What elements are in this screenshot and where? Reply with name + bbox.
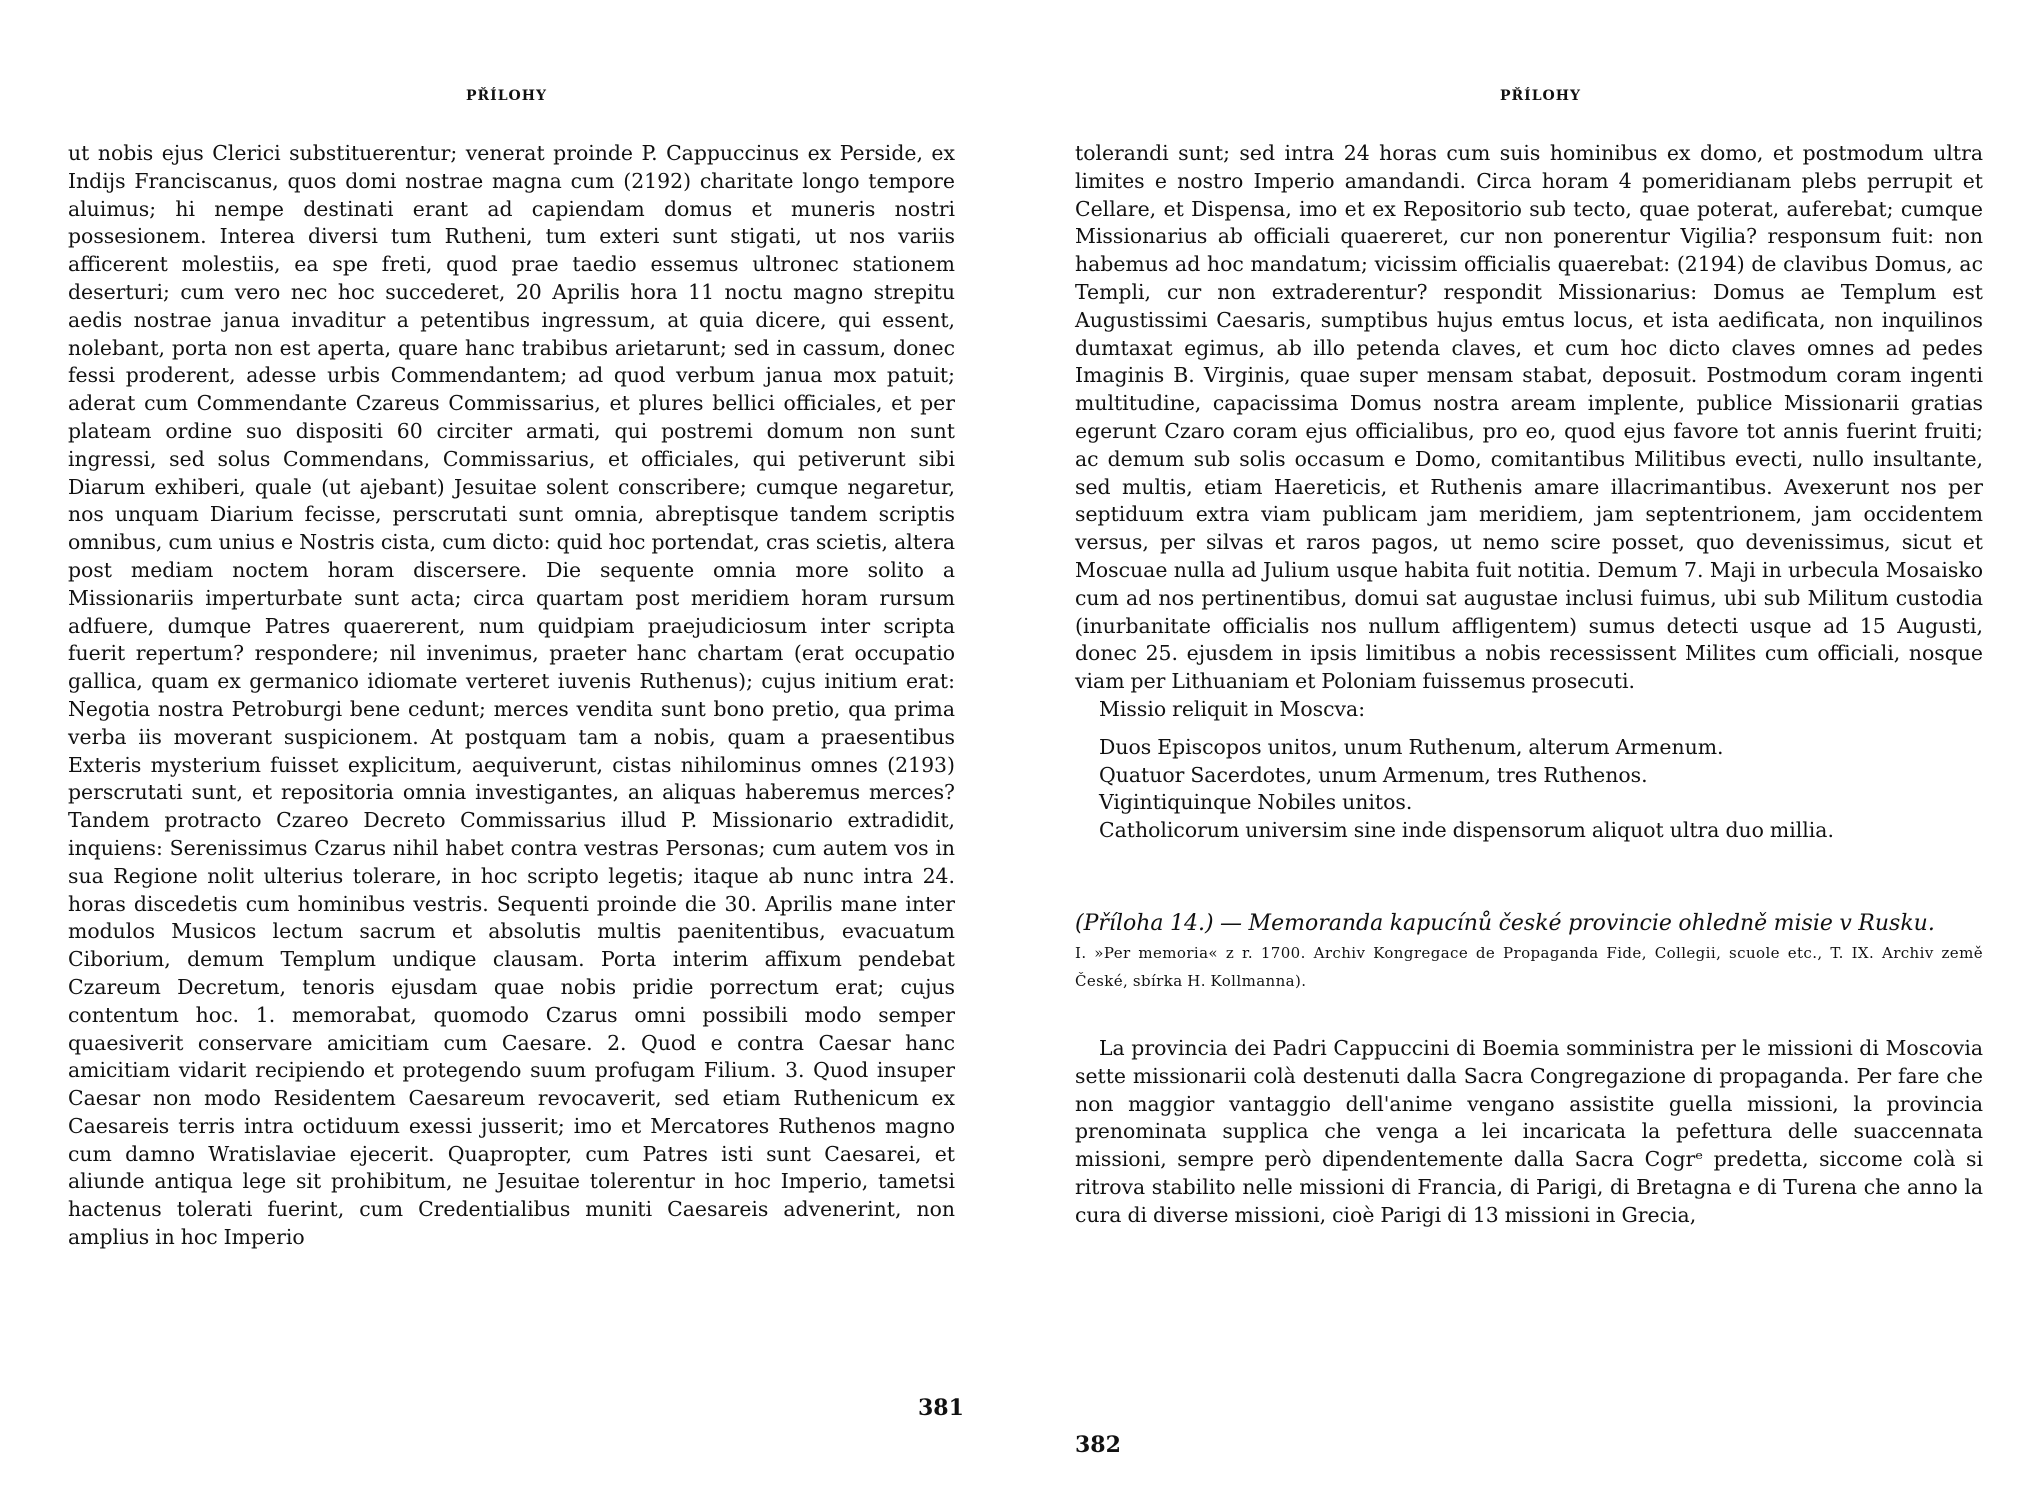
left-body-text	[68, 140, 955, 1252]
appendix-block	[1075, 909, 1983, 995]
italian-paragraph: La provincia dei Padri Cappuccini di Boemia somministra per le missioni di Moscovia sette missionarii colà destenuti dalla Sacra Congregazione di propaganda. Per fare che non maggior vantaggio dell'anime vengano assistite guella missioni, la provincia prenominata supplica che venga a lei incaricata la pefettura delle suaccennata missioni, sempre però dipendentemente dalla Sacra Cogrᵉ predetta, siccome colà si ritrova stabilito nelle missioni di Francia, di Parigi, di Bretagna e di Turena che anno la cura di diverse missioni, cioè Parigi di 13 missioni in Grecia,	[1075, 1035, 1983, 1227]
appendix-source: I. »Per memoria« z r. 1700. Archiv Kongregace de Propaganda Fide, Collegii, scuole etc., T. IX. Archiv země České, sbírka H. Kollmanna).	[1075, 943, 1983, 990]
latin-paragraph: ut nobis ejus Clerici substituerentur; venerat proinde P. Cappuccinus ex Perside, ex Indijs Franciscanus, quos domi nostrae magna cum (2192) charitate longo tempore aluimus; hi nempe destinati erant ad capiendam domus et muneris nostri possesionem. Interea diversi tum Rutheni, tum exteri sunt stigati, ut nos variis afficerent molestiis, ea spe freti, quod prae taedio essemus ultronec stationem deserturi; cum vero nec hoc succederet, 20 Aprilis hora 11 noctu magno strepitu aedis nostrae janua invaditur a petentibus ingressum, at quia dicere, qui essent, nolebant, porta non est aperta, quare hanc trabibus arietarunt; sed in cassum, donec fessi proderent, adesse urbis Commendantem; ad quod verbum janua mox patuit; aderat cum Commendante Czareus Commissarius, et plures bellici officiales, et per plateam ordine suo dispositi 60 circiter armati, qui postremi domum non sunt ingressi, sed solus Commendans, Commissarius, et officiales, qui petiverunt sibi Diarum exhiberi, quale (ut ajebant) Jesuitae solent conscribere; cumque negaretur, nos unquam Diarium fecisse, perscrutati sunt omnia, abreptisque tandem scriptis omnibus, cum unius e Nostris cista, cum dicto: quid hoc portendat, cras scietis, altera post mediam noctem horam discersere. Die sequente omnia more solito a Missionariis imperturbate sunt acta; circa quartam post meridiem horam rursum adfuere, dumque Patres quaererent, num quidpiam praejudiciosum inter scripta fuerit repertum? respondere; nil invenimus, praeter hanc chartam (erat occupatio gallica, quam ex germanico idiomate verteret iuvenis Ruthenus); cujus initium erat: Negotia nostra Petroburgi bene cedunt; merces vendita sunt bono pretio, qua prima verba iis moverant suspicionem. At postquam tam a nobis, quam a praesentibus Exteris mysterium fuisset explicitum, aequiverunt, cistas nihilominus omnes (2193) perscrutati sunt, et repositoria omnia investigantes, an aliquas haberemus merces? Tandem protracto Czareo Decreto Commissarius illud P. Missionario extradidit, inquiens: Serenissimus Czarus nihil habet contra vestras Personas; cum autem vos in sua Regione nolit ulterius tolerare, in hoc scripto legetis; itaque ab nunc intra 24. horas discedetis cum hominibus vestris. Sequenti proinde die 30. Aprilis mane inter modulos Musicos lectum sacrum et absolutis multis paenitentibus, evacuatum Ciborium, demum Templum undique clausam. Porta interim affixum pendebat Czareum Decretum, tenoris ejusdam quae nobis pridie porrectum erat; cujus contentum hoc. 1. memorabat, quomodo Czarus omni possibili modo semper quaesiverit conservare amicitiam cum Caesare. 2. Quod e contra Caesar hanc amicitiam vidarit recipiendo et protegendo suum profugam Filium. 3. Quod insuper Caesar non modo Residentem Caesareum revocaverit, sed etiam Ruthenicum ex Caesareis terris intra octiduum exessi jusserit; imo et Mercatores Ruthenos magno cum damno Wratislaviae ejecerit. Quapropter, cum Patres isti sunt Caesarei, et aliunde antiqua lege sit prohibitum, ne Jesuitae tolerentur in hoc Imperio, tametsi hactenus tolerati fuerint, cum Credentialibus muniti Caesareis advenerint, non amplius in hoc Imperio	[68, 141, 955, 1250]
list-item: Catholicorum universim sine inde dispensorum aliquot ultra duo millia.	[1099, 818, 1834, 843]
list-item: Vigintiquinque Nobiles unitos.	[1099, 790, 1413, 815]
right-body-text	[1075, 140, 1983, 1230]
running-head: PŘÍLOHY	[466, 88, 547, 104]
latin-paragraph: tolerandi sunt; sed intra 24 horas cum suis hominibus ex domo, et postmodum ultra limites e nostro Imperio amandandi. Circa horam 4 pomeridianam plebs perrupit et Cellare, et Dispensa, imo et ex Repositorio sub tecto, quae poterat, auferebat; cumque Missionarius ab officiali quaereret, cur non ponerentur Vigilia? responsum fuit: non habemus ad hoc mandatum; vicissim officialis quaerebat: (2194) de clavibus Domus, ac Templi, cur non extraderentur? respondit Missionarius: Domus ae Templum est Augustissimi Caesaris, sumptibus hujus emtus locus, et ista aedificata, non inquilinos dumtaxat egimus, ab illo petenda claves, et cum hoc dicto claves omnes ad pedes Imaginis B. Virginis, quae super mensam stabat, deposuit. Postmodum coram ingenti multitudine, capacissima Domus nostra aream implente, publice Missionarii gratias egerunt Czaro coram ejus officialibus, pro eo, quod ejus favore tot annis fuerint fruiti; ac demum sub solis occasum e Domo, comitantibus Militibus evecti, nullo insultante, sed multis, etiam Haereticis, et Ruthenis amare illacrimantibus. Avexerunt nos per septiduum extra viam publicam jam meridiem, jam septentrionem, jam occidentem versus, per silvas et raros pagos, ut nemo scire posset, quo devenissimus, sicut et Moscuae nulla ad Julium usque habita fuit notitia. Demum 7. Maji in urbecula Mosaisko cum ad nos pertinentibus, domui sat augustae inclusi fuimus, ubi sub Militum custodia (inurbanitate officialis nos nullum affligentem) sumus detecti usque ad 15 Augusti, donec 25. ejusdem in ipsis limitibus a nobis recessissent Milites cum officiali, nosque viam per Lithuaniam et Poloniam fuissemus prosecuti.	[1075, 141, 1983, 694]
right-page	[1017, 0, 2034, 1500]
page-number: 382	[1075, 1432, 1121, 1458]
mission-list	[1075, 734, 1983, 845]
list-item: Duos Episcopos unitos, unum Ruthenum, alterum Armenum.	[1099, 734, 1724, 759]
appendix-heading: (Příloha 14.) — Memoranda kapucínů české provincie ohledně misie v Rusku.	[1075, 910, 1935, 936]
list-intro: Missio reliquit in Moscva:	[1099, 696, 1366, 721]
page-number: 381	[918, 1395, 964, 1421]
list-item: Quatuor Sacerdotes, unum Armenum, tres Ruthenos.	[1099, 762, 1648, 787]
running-head: PŘÍLOHY	[1500, 88, 1581, 104]
